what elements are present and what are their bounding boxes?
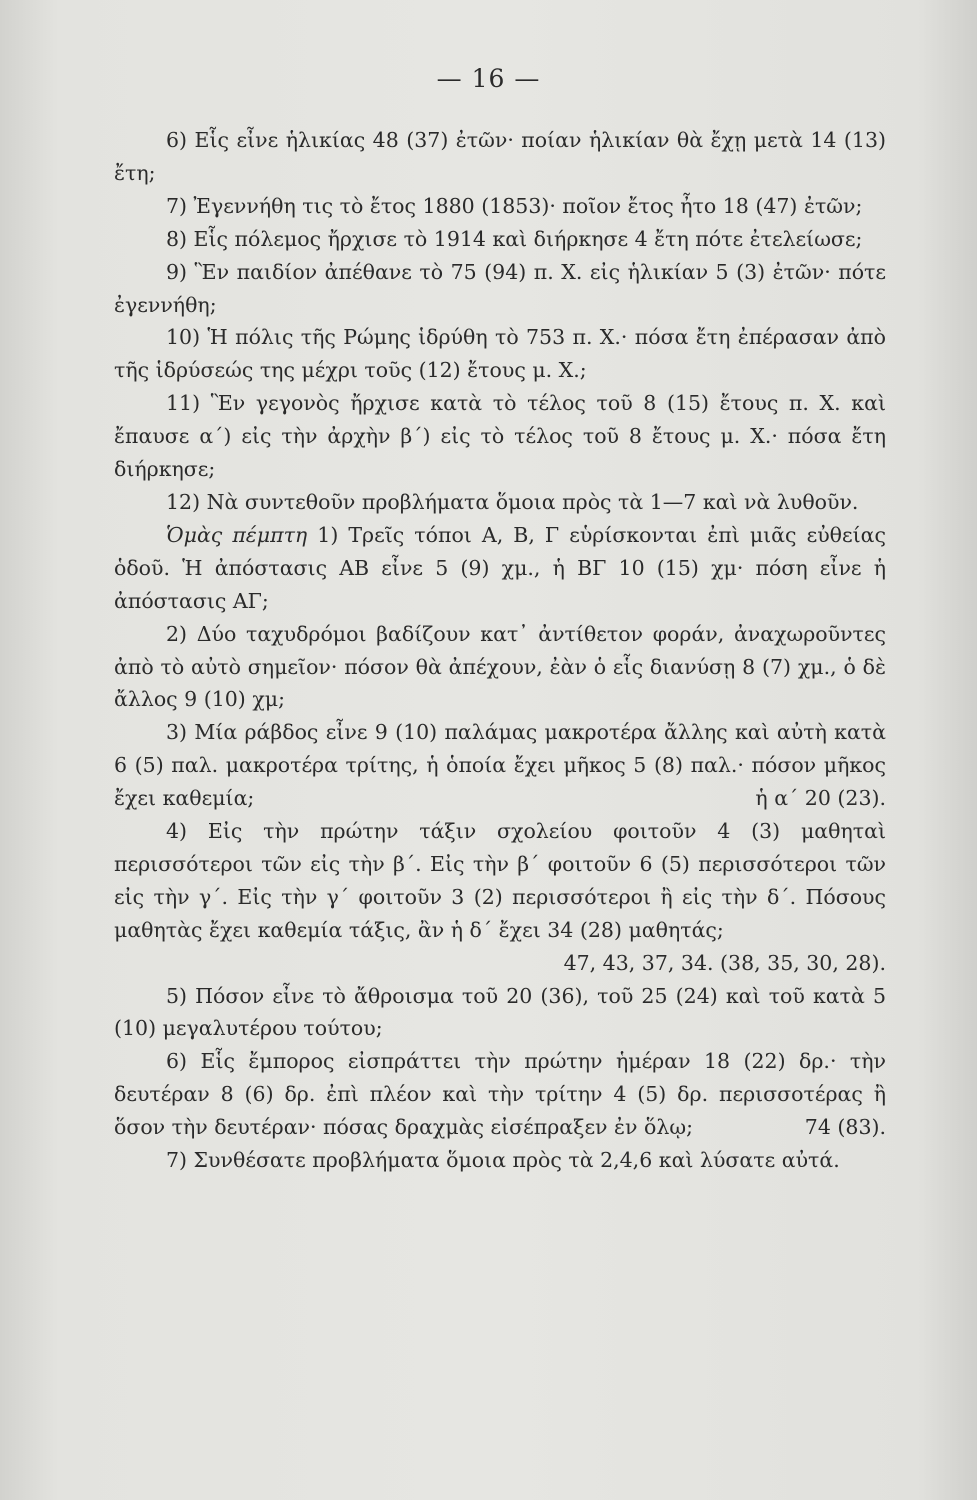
group-paragraph xyxy=(114,519,886,618)
exercise-paragraph xyxy=(114,1045,886,1144)
exercise-paragraph: 12) Νὰ συντεθοῦν προβλήματα ὅμοια πρὸς τὰ 1—7 καὶ νὰ λυθοῦν. xyxy=(166,489,859,514)
exercise-text: 3) Μία ράβδος εἶνε 9 (10) παλάμας μακροτέρα ἄλλης καὶ αὐτὴ κατὰ 6 (5) παλ. μακροτέρα τρίτης, ἡ ὁποία ἔχει μῆκος 5 (8) παλ.· πόσον μῆκος ἔχει καθεμία; xyxy=(114,720,886,811)
exercise-paragraph: 10) Ἡ πόλις τῆς Ρώμης ἱδρύθη τὸ 753 π. Χ.· πόσα ἔτη ἐπέρασαν ἀπὸ τῆς ἱδρύσεώς της μέχρι τοῦς (12) ἔτους μ. Χ.; xyxy=(114,325,886,383)
exercise-paragraph: 5) Πόσον εἶνε τὸ ἄθροισμα τοῦ 20 (36), τοῦ 25 (24) καὶ τοῦ κατὰ 5 (10) μεγαλυτέρου τούτου; xyxy=(114,983,886,1041)
page-text xyxy=(114,124,886,1177)
exercise-paragraph: 7) Ἐγεννήθη τις τὸ ἔτος 1880 (1853)· ποῖον ἔτος ἦτο 18 (47) ἐτῶν; xyxy=(166,193,863,218)
exercise-paragraph xyxy=(114,716,886,815)
exercise-paragraph: 6) Εἷς εἶνε ἡλικίας 48 (37) ἐτῶν· ποίαν ἡλικίαν θὰ ἔχῃ μετὰ 14 (13) ἔτη; xyxy=(114,128,886,185)
exercise-paragraph: 9) Ἓν παιδίον ἀπέθανε τὸ 75 (94) π. Χ. εἰς ἡλικίαν 5 (3) ἐτῶν· πότε ἐγεννήθη; xyxy=(114,259,886,317)
exercise-paragraph: 11) Ἓν γεγονὸς ἤρχισε κατὰ τὸ τέλος τοῦ 8 (15) ἔτους π. Χ. καὶ ἔπαυσε α΄) εἰς τὴν ἀρχὴν β΄) εἰς τὸ τέλος τοῦ 8 ἔτους μ. Χ.· πόσα ἔτη διήρκησε; xyxy=(114,391,886,482)
group-title: Ὁμὰς πέμπτη xyxy=(166,522,308,547)
exercise-answer: ἡ α΄ 20 (23). xyxy=(755,786,886,811)
exercise-text: 6) Εἷς ἔμπορος εἰσπράττει τὴν πρώτην ἡμέραν 18 (22) δρ.· τὴν δευτέραν 8 (6) δρ. ἐπὶ πλέον καὶ τὴν τρίτην 4 (5) δρ. περισσοτέρας ἢ ὅσον τὴν δευτέραν· πόσας δραχμὰς εἰσέπραξεν ἐν ὅλῳ; xyxy=(114,1049,886,1140)
exercise-answer: 74 (83). xyxy=(804,1115,886,1140)
exercise-paragraph xyxy=(114,815,886,980)
exercise-answer: 47, 43, 37, 34. (38, 35, 30, 28). xyxy=(563,950,886,975)
exercise-paragraph: 8) Εἷς πόλεμος ἤρχισε τὸ 1914 καὶ διήρκησε 4 ἔτη πότε ἐτελείωσε; xyxy=(166,226,863,251)
exercise-paragraph: 2) Δύο ταχυδρόμοι βαδίζουν κατ᾽ ἀντίθετον φοράν, ἀναχωροῦντες ἀπὸ τὸ αὐτὸ σημεῖον· πόσον θὰ ἀπέχουν, ἐὰν ὁ εἷς διανύσῃ 8 (7) χμ., ὁ δὲ ἄλλος 9 (10) χμ; xyxy=(114,621,886,712)
page-number: — 16 — xyxy=(436,64,541,93)
exercise-paragraph: 7) Συνθέσατε προβλήματα ὅμοια πρὸς τὰ 2,4,6 καὶ λύσατε αὐτά. xyxy=(166,1148,840,1173)
exercise-text: 4) Εἰς τὴν πρώτην τάξιν σχολείου φοιτοῦν 4 (3) μαθηταὶ περισσότεροι τῶν εἰς τὴν β΄. Εἰς τὴν β΄ φοιτοῦν 6 (5) περισσότεροι τῶν εἰς τὴν γ΄. Εἰς τὴν γ΄ φοιτοῦν 3 (2) περισσότεροι ἢ εἰς τὴν δ΄. Πόσους μαθητὰς ἔχει καθεμία τάξις, ἂν ἡ δ΄ ἔχει 34 (28) μαθητάς; xyxy=(114,819,886,942)
group-first-item: 1) Τρεῖς τόποι Α, Β, Γ εὑρίσκονται ἐπὶ μιᾶς εὐθείας ὁδοῦ. Ἡ ἀπόστασις ΑΒ εἶνε 5 (9) χμ., ἡ ΒΓ 10 (15) χμ· πόση εἶνε ἡ ἀπόστασις ΑΓ; xyxy=(114,522,886,613)
